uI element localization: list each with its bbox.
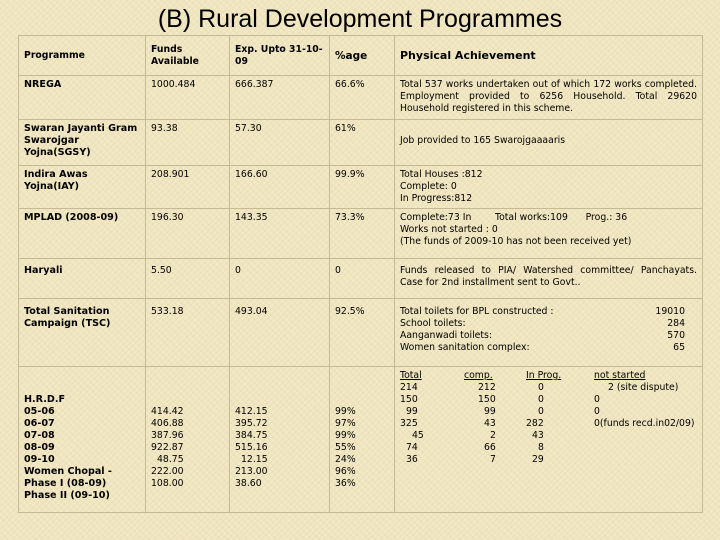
exp-cell [230, 259, 330, 299]
sub-cell [594, 430, 697, 442]
percent-value: 55% [335, 442, 356, 453]
programme-cell [19, 259, 146, 299]
sub-cell: 8 [538, 442, 544, 453]
physical-cell [395, 367, 703, 513]
physical-cell [395, 166, 703, 209]
programme-line: 09-10 [24, 454, 55, 465]
physical-cell [395, 120, 703, 166]
exp-cell: 166.60 [230, 166, 330, 209]
funds-text: 533.18 [151, 306, 184, 317]
header-percentage: %age [330, 36, 395, 76]
programme-cell: Swaran Jayanti Gram Swarojgar Yojna(SGSY) [19, 120, 146, 166]
sub-cell: 0 [538, 382, 544, 393]
funds-value: 414.42 [151, 406, 184, 417]
percent-cell: 73.3% [330, 209, 395, 259]
sub-cell: 66 [484, 442, 496, 453]
programmes-table [18, 35, 703, 513]
tsc-label: Aanganwadi toilets: [400, 330, 493, 341]
table-header-row [19, 36, 703, 76]
programme-line: Women Chopal - Phase I (08-09) [24, 466, 112, 489]
tsc-label: Women sanitation complex: [400, 342, 530, 353]
exp-value: 515.16 [235, 442, 268, 453]
exp-value: 213.00 [235, 466, 268, 477]
tsc-label: Total toilets for BPL constructed : [400, 306, 554, 317]
hrdf-works-grid [400, 370, 697, 466]
tsc-value: 284 [667, 318, 685, 329]
percent-value: 24% [335, 454, 356, 465]
funds-value: 922.87 [151, 442, 184, 453]
funds-cell [146, 367, 230, 513]
table-row [19, 76, 703, 120]
sub-cell: 150 [400, 394, 418, 405]
exp-value: 38.60 [235, 478, 262, 489]
sub-cell: 43 [532, 430, 544, 441]
table-row [19, 259, 703, 299]
sub-cell: 0 [594, 394, 600, 405]
programme-line: 08-09 [24, 442, 55, 453]
exp-cell: 666.387 [230, 76, 330, 120]
physical-line: (The funds of 2009-10 has not been received yet) [400, 236, 632, 247]
sub-header: Total [400, 370, 422, 381]
percent-value: 99% [335, 430, 356, 441]
exp-cell [230, 299, 330, 367]
programme-text: Haryali [24, 265, 63, 276]
funds-value: 108.00 [151, 478, 184, 489]
tsc-label: School toilets: [400, 318, 466, 329]
hrdf-programme-list [24, 370, 140, 502]
sub-cell: 74 [406, 442, 418, 453]
tsc-breakdown [400, 302, 697, 354]
tsc-value: 65 [673, 342, 685, 353]
percent-cell: 99.9% [330, 166, 395, 209]
hrdf-percent-list [335, 370, 389, 490]
programme-line: 06-07 [24, 418, 55, 429]
programme-cell: Indira Awas Yojna(IAY) [19, 166, 146, 209]
physical-cell [395, 209, 703, 259]
exp-cell [230, 367, 330, 513]
programme-line: H.R.D.F [24, 394, 66, 405]
sub-cell: 325 [400, 418, 418, 429]
exp-value: 395.72 [235, 418, 268, 429]
sub-cell: 43 [484, 418, 496, 429]
percent-cell: 66.6% [330, 76, 395, 120]
percent-value: 96% [335, 466, 356, 477]
funds-value: 222.00 [151, 466, 184, 477]
sub-cell [594, 442, 697, 454]
funds-value: 387.96 [151, 430, 184, 441]
funds-text: 5.50 [151, 265, 172, 276]
exp-value: 12.15 [241, 454, 268, 465]
exp-value: 384.75 [235, 430, 268, 441]
exp-cell: 143.35 [230, 209, 330, 259]
funds-cell: 196.30 [146, 209, 230, 259]
funds-cell [146, 259, 230, 299]
percent-cell [330, 367, 395, 513]
programme-text: Total Sanitation Campaign (TSC) [24, 306, 111, 329]
sub-cell: 212 [478, 382, 496, 393]
sub-cell: 99 [484, 406, 496, 417]
table-row [19, 299, 703, 367]
header-physical: Physical Achievement [395, 36, 703, 76]
programme-line: 05-06 [24, 406, 55, 417]
physical-line: Total Houses :812 [400, 169, 483, 180]
sub-header: comp. [464, 370, 493, 381]
funds-value: 406.88 [151, 418, 184, 429]
funds-cell: 208.901 [146, 166, 230, 209]
sub-cell: 0 [594, 406, 600, 417]
programme-cell [19, 367, 146, 513]
percent-text: 92.5% [335, 306, 365, 317]
physical-line: Complete: 0 [400, 181, 457, 192]
percent-cell [330, 259, 395, 299]
header-exp: Exp. Upto 31-10-09 [230, 36, 330, 76]
exp-text: 0 [235, 265, 241, 276]
sub-header: not started [594, 370, 646, 381]
sub-cell: 0 [538, 406, 544, 417]
table-row [19, 166, 703, 209]
table-row [19, 209, 703, 259]
header-programme: Programme [19, 36, 146, 76]
programme-line: Phase II (09-10) [24, 490, 110, 501]
percent-cell [330, 299, 395, 367]
sub-header: In Prog. [526, 370, 562, 381]
physical-text: Job provided to 165 Swarojgaaaaris [400, 135, 566, 146]
exp-text: 493.04 [235, 306, 268, 317]
sub-cell: 2 [490, 430, 496, 441]
sub-cell: 7 [490, 454, 496, 465]
programme-cell [19, 299, 146, 367]
programme-cell: NREGA [19, 76, 146, 120]
page-title: (B) Rural Development Programmes [157, 5, 563, 33]
table-row [19, 120, 703, 166]
physical-line: Complete:73 In Total works:109 Prog.: 36 [400, 212, 628, 223]
physical-line: Works not started : 0 [400, 224, 498, 235]
sub-cell: 0(funds recd.in02/09) [594, 418, 695, 429]
sub-cell: 0 [538, 394, 544, 405]
hrdf-exp-list [235, 370, 324, 490]
physical-cell [395, 299, 703, 367]
percent-value: 36% [335, 478, 356, 489]
sub-cell [594, 454, 697, 466]
sub-cell: 2 (site dispute) [608, 382, 679, 393]
physical-cell: Total 537 works undertaken out of which 172 works completed. Employment provided to 6256 Household. Total 29620 Household registered in this scheme. [395, 76, 703, 120]
sub-cell: 282 [526, 418, 544, 429]
sub-cell: 150 [478, 394, 496, 405]
percent-value: 97% [335, 418, 356, 429]
funds-value: 48.75 [157, 454, 184, 465]
tsc-value: 570 [667, 330, 685, 341]
funds-cell [146, 299, 230, 367]
funds-cell: 1000.484 [146, 76, 230, 120]
percent-cell: 61% [330, 120, 395, 166]
exp-value: 412.15 [235, 406, 268, 417]
physical-text: Funds released to PIA/ Watershed committee/ Panchayats. Case for 2nd installment sent to Govt.. [400, 265, 697, 288]
programme-line: 07-08 [24, 430, 55, 441]
sub-cell: 36 [406, 454, 418, 465]
programme-cell: MPLAD (2008-09) [19, 209, 146, 259]
header-funds: Funds Available [146, 36, 230, 76]
physical-line: In Progress:812 [400, 193, 473, 204]
sub-cell: 99 [406, 406, 418, 417]
percent-text: 0 [335, 265, 341, 276]
tsc-value: 19010 [655, 306, 685, 317]
table-row-hrdf [19, 367, 703, 513]
physical-cell [395, 259, 703, 299]
sub-cell: 45 [412, 430, 424, 441]
sub-cell: 214 [400, 382, 418, 393]
funds-cell: 93.38 [146, 120, 230, 166]
hrdf-funds-list [151, 370, 224, 490]
percent-value: 99% [335, 406, 356, 417]
sub-cell: 29 [532, 454, 544, 465]
exp-cell: 57.30 [230, 120, 330, 166]
